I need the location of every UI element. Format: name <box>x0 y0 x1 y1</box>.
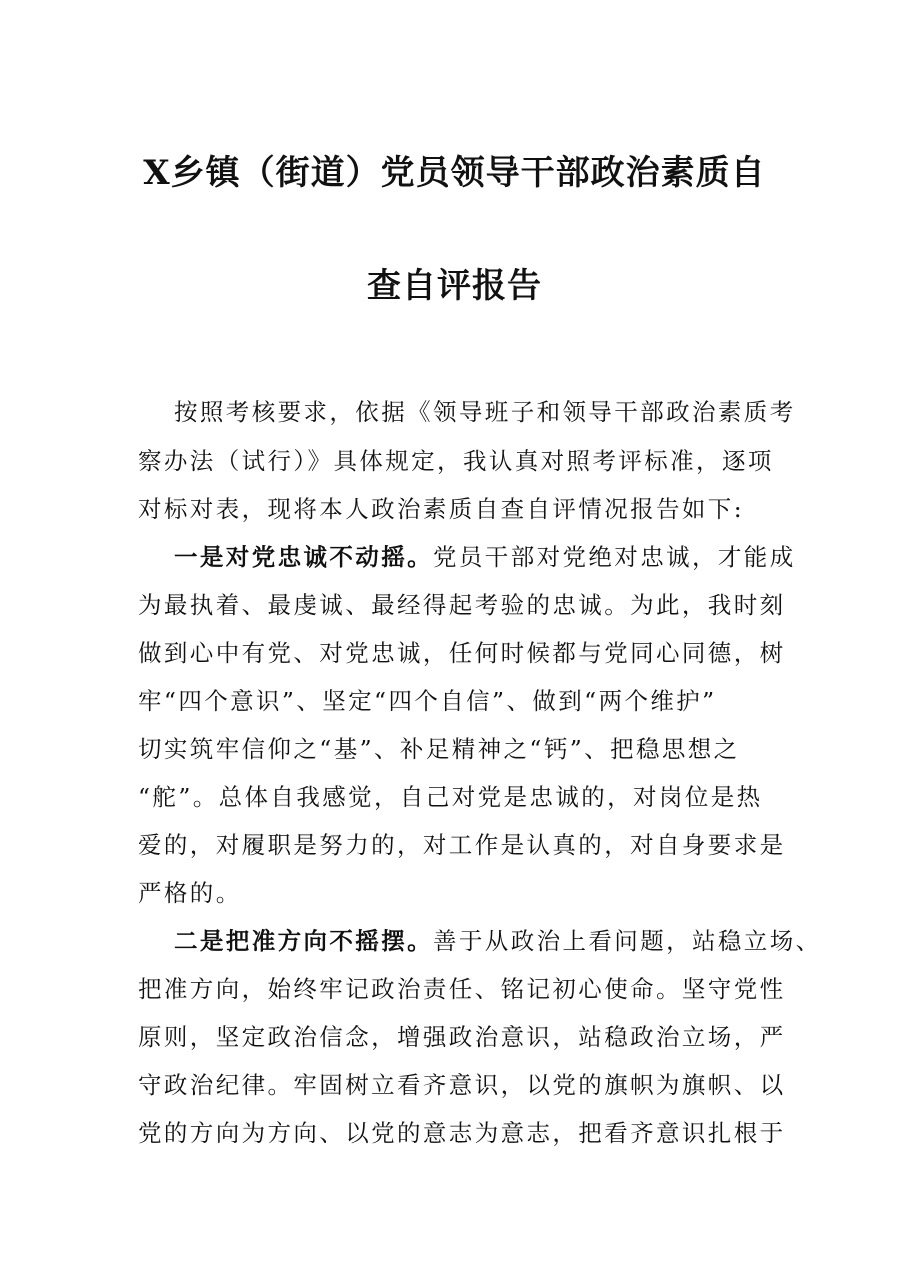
line-text: 察办法（试行）》具体规定，我认真对照考评标准，逐项 <box>138 447 774 475</box>
paragraph-line <box>138 1022 788 1052</box>
paragraph-line <box>138 782 788 812</box>
line-text: 为最执着、最虔诚、最经得起考验的忠诚。为此，我时刻 <box>138 591 786 619</box>
document-title-line-2: 查自评报告 <box>367 266 542 306</box>
line-text: 善于从政治上看问题，站稳立场、 <box>433 927 822 955</box>
line-text: 爱的，对履职是努力的，对工作是认真的，对自身要求是 <box>138 831 786 859</box>
paragraph-line <box>138 590 788 620</box>
paragraph-line <box>138 734 788 764</box>
document-title-line-1: X乡镇（街道）党员领导干部政治素质自 <box>143 153 766 193</box>
line-text: 切实筑牢信仰之“基”、补足精神之“钙”、把稳思想之 <box>138 735 740 763</box>
paragraph-line <box>174 542 824 572</box>
section-heading: 一是对党忠诚不动摇。 <box>174 543 433 571</box>
paragraph-line <box>138 878 788 908</box>
line-text: 原则，坚定政治信念，增强政治意识，站稳政治立场，严 <box>138 1023 786 1051</box>
line-text: 严格的。 <box>138 879 242 907</box>
paragraph-line <box>138 974 788 1004</box>
paragraph-line <box>138 686 788 716</box>
line-text: 对标对表，现将本人政治素质自查自评情况报告如下: <box>138 495 745 523</box>
paragraph-line <box>138 1070 788 1100</box>
line-text: 把准方向，始终牢记政治责任、铭记初心使命。坚守党性 <box>138 975 786 1003</box>
line-text: “舵”。总体自我感觉，自己对党是忠诚的，对岗位是热 <box>138 783 763 811</box>
section-heading: 二是把准方向不摇摆。 <box>174 927 433 955</box>
line-text: 守政治纪律。牢固树立看齐意识，以党的旗帜为旗帜、以 <box>138 1071 786 1099</box>
paragraph-line <box>138 1118 788 1148</box>
line-text: 党的方向为方向、以党的意志为意志，把看齐意识扎根于 <box>138 1119 786 1147</box>
line-text: 做到心中有党、对党忠诚，任何时候都与党同心同德，树 <box>138 639 786 667</box>
line-text: 党员干部对党绝对忠诚，才能成 <box>433 543 796 571</box>
paragraph-line <box>138 638 788 668</box>
paragraph-line <box>138 494 788 524</box>
line-text: 牢“四个意识”、坚定“四个自信”、做到“两个维护” <box>138 687 717 715</box>
paragraph-line <box>174 926 824 956</box>
line-text: 按照考核要求，依据《领导班子和领导干部政治素质考 <box>174 398 796 426</box>
paragraph-line <box>138 446 788 476</box>
paragraph-line <box>174 397 824 427</box>
paragraph-line <box>138 830 788 860</box>
